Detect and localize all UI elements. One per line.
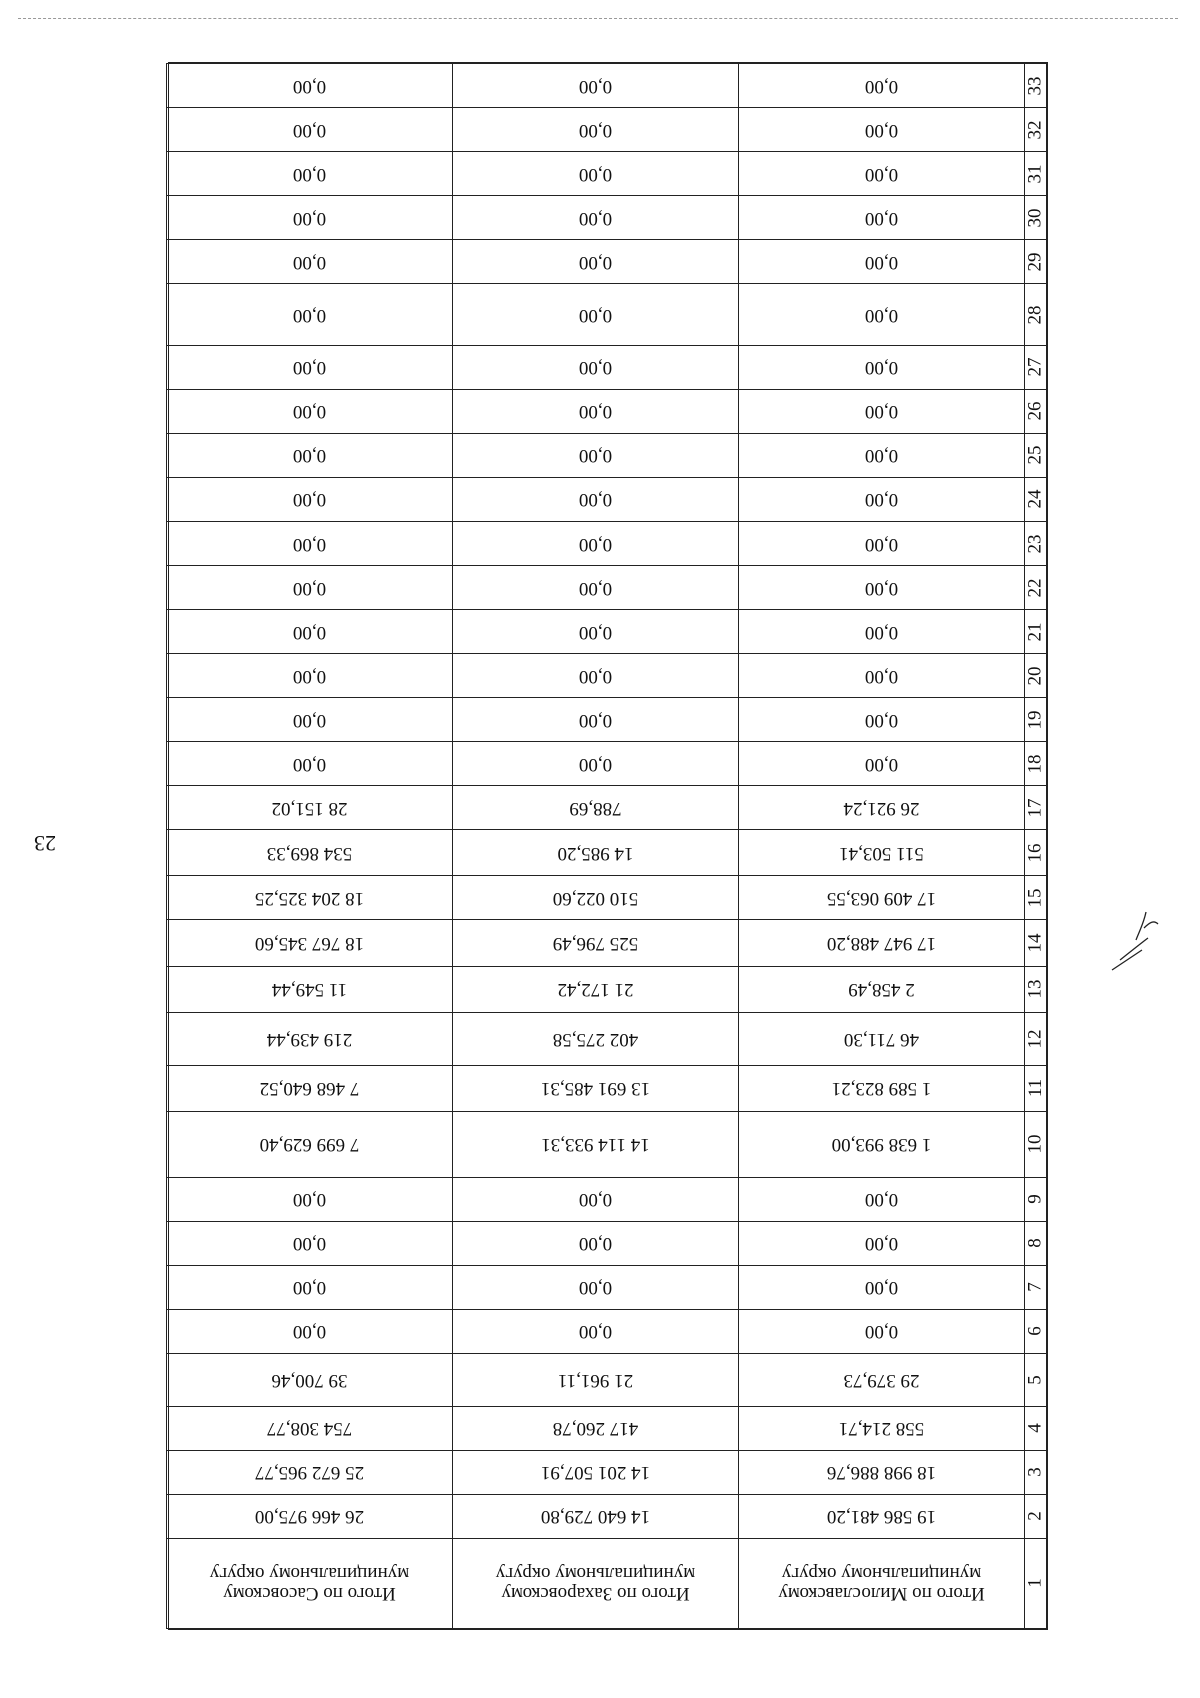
table-row: [167, 1177, 1047, 1221]
row-number-cell: [1025, 1309, 1047, 1353]
value-cell: 18 998 886,76: [739, 1450, 1025, 1494]
value-cell: 0,00: [739, 433, 1025, 477]
row-number-cell: [1025, 522, 1047, 566]
page-number: 23: [34, 831, 56, 856]
value-cell: 0,00: [739, 1221, 1025, 1265]
row-number: 31: [1024, 164, 1046, 184]
value-cell: 17 947 488,20: [739, 920, 1025, 966]
value-cell: 0,00: [739, 698, 1025, 742]
row-number-cell: [1025, 920, 1047, 966]
value-cell: 0,00: [453, 610, 739, 654]
value-cell: 0,00: [739, 240, 1025, 284]
value-cell: 0,00: [453, 1177, 739, 1221]
value-cell: 19 586 481,20: [739, 1494, 1025, 1538]
table-row: [167, 196, 1047, 240]
table-row: [167, 742, 1047, 786]
value-cell: 0,00: [453, 1265, 739, 1309]
table-row: [167, 566, 1047, 610]
value-cell: 0,00: [739, 64, 1025, 108]
row-number: 17: [1024, 798, 1046, 818]
row-number: 27: [1024, 357, 1046, 377]
value-cell: 0,00: [167, 522, 453, 566]
value-cell: 0,00: [739, 742, 1025, 786]
value-cell: 0,00: [739, 610, 1025, 654]
value-cell: 0,00: [167, 1265, 453, 1309]
value-cell: 29 379,73: [739, 1353, 1025, 1406]
row-number: 18: [1024, 754, 1046, 774]
row-number: 3: [1024, 1467, 1046, 1477]
row-number: 24: [1024, 490, 1046, 509]
value-cell: 0,00: [453, 566, 739, 610]
row-number: 15: [1024, 888, 1046, 908]
table-row: [167, 1012, 1047, 1065]
table-row: [167, 108, 1047, 152]
value-cell: 0,00: [167, 742, 453, 786]
row-number-cell: [1025, 966, 1047, 1012]
row-number-cell: [1025, 566, 1047, 610]
value-cell: 0,00: [739, 1309, 1025, 1353]
value-cell: 402 275,58: [453, 1012, 739, 1065]
value-cell: 18 767 345,60: [167, 920, 453, 966]
value-cell: 2 458,49: [739, 966, 1025, 1012]
value-cell: 14 201 507,91: [453, 1450, 739, 1494]
value-cell: 0,00: [739, 477, 1025, 521]
row-number-cell: [1025, 345, 1047, 389]
top-dashed-rule: [18, 18, 1178, 19]
value-cell: 0,00: [453, 196, 739, 240]
value-cell: 0,00: [739, 284, 1025, 346]
value-cell: 0,00: [167, 1309, 453, 1353]
row-number-cell: [1025, 1406, 1047, 1450]
row-number: 8: [1024, 1238, 1046, 1249]
value-cell: 17 409 063,55: [739, 876, 1025, 920]
value-cell: 0,00: [739, 108, 1025, 152]
value-cell: 0,00: [167, 566, 453, 610]
value-cell: 788,69: [453, 786, 739, 830]
handwritten-signature: [1100, 900, 1170, 990]
row-number: 9: [1024, 1194, 1046, 1205]
table-row: [167, 786, 1047, 830]
value-cell: 28 151,02: [167, 786, 453, 830]
row-number: 22: [1024, 578, 1046, 598]
row-number: 25: [1024, 445, 1046, 465]
row-number-cell: [1025, 477, 1047, 521]
value-cell: 219 439,44: [167, 1012, 453, 1065]
row-number-cell: [1025, 1111, 1047, 1177]
value-cell: 14 114 933,31: [453, 1111, 739, 1177]
value-cell: 0,00: [167, 477, 453, 521]
row-number: 11: [1024, 1079, 1046, 1098]
row-number-cell: [1025, 1065, 1047, 1111]
row-number: 21: [1024, 622, 1046, 642]
value-cell: 25 672 965,77: [167, 1450, 453, 1494]
value-cell: 0,00: [167, 698, 453, 742]
value-cell: 18 204 325,25: [167, 876, 453, 920]
value-cell: 0,00: [167, 1177, 453, 1221]
table-row: [167, 345, 1047, 389]
value-cell: 7 699 629,40: [167, 1111, 453, 1177]
row-number-cell: [1025, 433, 1047, 477]
row-number: 29: [1024, 252, 1046, 272]
row-number-cell: [1025, 876, 1047, 920]
value-cell: 21 961,11: [453, 1353, 739, 1406]
row-number-cell: [1025, 1012, 1047, 1065]
value-cell: 0,00: [167, 610, 453, 654]
table-row: [167, 610, 1047, 654]
row-number: 33: [1024, 76, 1046, 96]
row-number: 16: [1024, 843, 1046, 863]
row-number-cell: [1025, 698, 1047, 742]
value-cell: 0,00: [453, 1221, 739, 1265]
table-row: [167, 876, 1047, 920]
row-number-cell: [1025, 1450, 1047, 1494]
value-cell: 0,00: [167, 196, 453, 240]
table-row: [167, 1406, 1047, 1450]
table-row: [167, 1353, 1047, 1406]
value-cell: 0,00: [453, 433, 739, 477]
value-cell: 0,00: [453, 152, 739, 196]
row-number: 7: [1024, 1282, 1046, 1293]
value-cell: 11 549,44: [167, 966, 453, 1012]
row-number: 4: [1024, 1423, 1046, 1433]
value-cell: 417 260,78: [453, 1406, 739, 1450]
value-cell: 1 589 823,21: [739, 1065, 1025, 1111]
value-cell: 0,00: [739, 566, 1025, 610]
district-label-cell: Итого по Милославскому муниципальному округу: [739, 1538, 1025, 1628]
value-cell: 511 503,41: [739, 830, 1025, 876]
value-cell: 0,00: [739, 345, 1025, 389]
district-label-cell: Итого по Захаровскому муниципальному округу: [453, 1538, 739, 1628]
table-row: [167, 654, 1047, 698]
value-cell: 0,00: [453, 345, 739, 389]
table-row: [167, 433, 1047, 477]
row-number: 6: [1024, 1326, 1046, 1337]
table-row: [167, 1111, 1047, 1177]
table-row: [167, 1538, 1047, 1628]
value-cell: 0,00: [167, 108, 453, 152]
row-number: 10: [1024, 1134, 1046, 1154]
table-row: [167, 830, 1047, 876]
table-row: [167, 152, 1047, 196]
data-table-rotated: [168, 62, 1048, 1630]
row-number-cell: [1025, 196, 1047, 240]
row-number-cell: [1025, 1221, 1047, 1265]
value-cell: 0,00: [739, 1177, 1025, 1221]
value-cell: 0,00: [739, 522, 1025, 566]
row-number-cell: [1025, 108, 1047, 152]
value-cell: 0,00: [453, 698, 739, 742]
row-number: 5: [1024, 1375, 1046, 1385]
table-row: [167, 389, 1047, 433]
value-cell: 0,00: [453, 1309, 739, 1353]
value-cell: 39 700,46: [167, 1353, 453, 1406]
row-number-cell: [1025, 64, 1047, 108]
value-cell: 14 640 729,80: [453, 1494, 739, 1538]
value-cell: 0,00: [739, 654, 1025, 698]
row-number-cell: [1025, 742, 1047, 786]
value-cell: 0,00: [453, 108, 739, 152]
row-number-cell: [1025, 240, 1047, 284]
value-cell: 14 985,20: [453, 830, 739, 876]
value-cell: 0,00: [739, 196, 1025, 240]
table-row: [167, 698, 1047, 742]
row-number: 32: [1024, 120, 1046, 140]
table-row: [167, 1450, 1047, 1494]
value-cell: 0,00: [453, 284, 739, 346]
row-number: 23: [1024, 534, 1046, 554]
table-row: [167, 64, 1047, 108]
table-row: [167, 1309, 1047, 1353]
table-row: [167, 522, 1047, 566]
row-number-cell: [1025, 610, 1047, 654]
row-number-cell: [1025, 389, 1047, 433]
value-cell: 0,00: [453, 654, 739, 698]
value-cell: 13 691 485,31: [453, 1065, 739, 1111]
row-number: 13: [1024, 979, 1046, 999]
value-cell: 0,00: [739, 152, 1025, 196]
row-number: 14: [1024, 933, 1046, 953]
row-number-cell: [1025, 1353, 1047, 1406]
row-number-cell: [1025, 830, 1047, 876]
value-cell: 0,00: [739, 389, 1025, 433]
value-cell: 534 869,33: [167, 830, 453, 876]
value-cell: 0,00: [167, 345, 453, 389]
value-cell: 0,00: [453, 64, 739, 108]
value-cell: 21 172,42: [453, 966, 739, 1012]
table-row: [167, 966, 1047, 1012]
row-number: 26: [1024, 401, 1046, 421]
table-row: [167, 1221, 1047, 1265]
row-number-cell: [1025, 284, 1047, 346]
row-number: 30: [1024, 208, 1046, 228]
value-cell: 26 921,24: [739, 786, 1025, 830]
value-cell: 0,00: [453, 240, 739, 284]
value-cell: 510 022,60: [453, 876, 739, 920]
value-cell: 1 638 993,00: [739, 1111, 1025, 1177]
value-cell: 0,00: [453, 742, 739, 786]
table-row: [167, 1065, 1047, 1111]
table-row: [167, 240, 1047, 284]
table-row: [167, 284, 1047, 346]
value-cell: 754 308,77: [167, 1406, 453, 1450]
row-number: 20: [1024, 666, 1046, 686]
table-row: [167, 920, 1047, 966]
value-cell: 0,00: [167, 284, 453, 346]
row-number-cell: [1025, 1177, 1047, 1221]
row-number-cell: [1025, 654, 1047, 698]
row-number-cell: [1025, 1494, 1047, 1538]
row-number-cell: [1025, 152, 1047, 196]
row-number: 19: [1024, 710, 1046, 730]
table-row: [167, 477, 1047, 521]
row-number: 1: [1024, 1578, 1046, 1589]
value-cell: 0,00: [167, 152, 453, 196]
value-cell: 0,00: [453, 522, 739, 566]
row-number-cell: [1025, 1538, 1047, 1628]
row-number: 2: [1024, 1511, 1046, 1522]
value-cell: 0,00: [739, 1265, 1025, 1309]
value-cell: 558 214,71: [739, 1406, 1025, 1450]
value-cell: 26 466 975,00: [167, 1494, 453, 1538]
value-cell: 0,00: [167, 64, 453, 108]
value-cell: 0,00: [167, 433, 453, 477]
value-cell: 0,00: [167, 654, 453, 698]
row-number: 12: [1024, 1029, 1046, 1049]
table-row: [167, 1265, 1047, 1309]
row-number-cell: [1025, 786, 1047, 830]
row-number-cell: [1025, 1265, 1047, 1309]
value-cell: 0,00: [453, 389, 739, 433]
value-cell: 0,00: [453, 477, 739, 521]
value-cell: 46 711,30: [739, 1012, 1025, 1065]
value-cell: 0,00: [167, 240, 453, 284]
value-cell: 0,00: [167, 389, 453, 433]
table-row: [167, 1494, 1047, 1538]
row-number: 28: [1024, 305, 1046, 325]
district-label-cell: Итого по Сасовскому муниципальному округу: [167, 1538, 453, 1628]
value-cell: 7 468 640,52: [167, 1065, 453, 1111]
value-cell: 525 796,49: [453, 920, 739, 966]
value-cell: 0,00: [167, 1221, 453, 1265]
